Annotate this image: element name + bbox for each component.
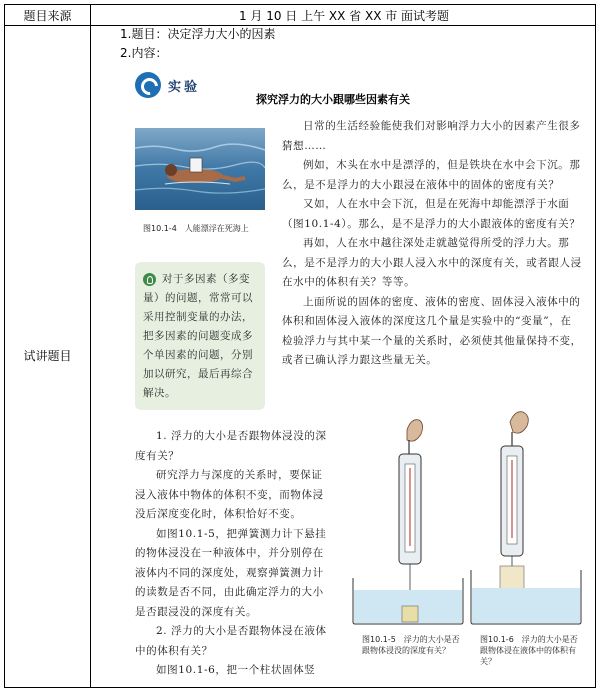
figure-4-caption: 图10.1-4 人能漂浮在死海上 <box>143 224 249 233</box>
paragraph: 又如，人在水中会下沉，但是在死海中却能漂浮于水面（图10.1-4）。那么，是不是浮力的大小跟液体的密度有关？ <box>282 198 581 230</box>
paragraph: 上面所说的固体的密度、液体的密度、固体浸入液体中的体积和固体浸入液体的深度这几个量是实验中的“变量”，在检验浮力与其中某一个量的关系时，必须使其他量保持不变，或者已确认浮力跟这些量无关。 <box>282 295 582 366</box>
paragraph: 研究浮力与深度的关系时，要保证浸入液体中物体的体积不变，而物体浸没后深度变化时，体积恰好不变。 <box>135 469 324 520</box>
figure-6-apparatus <box>471 412 581 624</box>
figure-5-caption: 图10.1-5 浮力的大小是否跟物体浸没的深度有关？ <box>362 635 460 655</box>
header-row <box>5 5 595 26</box>
paragraph: 例如，木头在水中是漂浮的，但是铁块在水中会下沉。那么，是不是浮力的大小跟浸在液体中的固体的密度有关？ <box>282 159 581 191</box>
paragraph: 再如，人在水中越往深处走就越觉得所受的浮力大。那么，是不是浮力的大小跟人浸入水中的深度有关，或者跟人浸在水中的体积有关？等等。 <box>282 237 582 288</box>
spring-scale-figures <box>345 410 595 625</box>
experiment-tag: 实验 <box>168 80 201 95</box>
tip-box <box>135 262 265 410</box>
question-heading: 1. 浮力的大小是否跟物体浸没的深度有关？ <box>135 430 327 462</box>
question-heading: 2. 浮力的大小是否跟物体浸在液体中的体积有关？ <box>135 625 327 657</box>
source-label: 题目来源 <box>23 9 72 23</box>
paragraph: 日常的生活经验能使我们对影响浮力大小的因素产生很多猜想…… <box>282 120 581 152</box>
source-value: 1 月 10 日 上午 XX 省 XX 市 面试考题 <box>238 9 450 23</box>
column-divider <box>90 5 91 687</box>
figure-5-apparatus <box>353 420 463 624</box>
figure-6-caption: 图10.1-6 浮力的大小是否跟物体浸在液体中的体积有关？ <box>480 635 578 666</box>
paragraph: 如图10.1-5，把弹簧测力计下悬挂的物体浸没在一种液体中，并分别停在液体内不同的深度处，观察弹簧测力计的读数是否不同，由此确定浮力的大小是否跟浸没的深度有关。 <box>135 527 327 618</box>
leaf-icon <box>143 273 156 286</box>
paragraph: 如图10.1-6，把一个柱状固体竖 <box>156 664 316 676</box>
right-column <box>282 117 582 371</box>
topic-line: 1.题目：决定浮力大小的因素 <box>120 27 276 41</box>
tip-text: 对于多因素（多变量）的问题，常常可以采用控制变量的办法，把多因素的问题变成多个单因素的问题，分别加以研究，最后再综合解决。 <box>143 273 253 399</box>
dead-sea-photo <box>135 128 265 210</box>
topic-row-label: 试讲题目 <box>23 349 72 363</box>
experiment-icon <box>135 72 161 98</box>
content-label: 2.内容： <box>120 46 168 60</box>
left-column <box>135 427 333 681</box>
experiment-title: 探究浮力的大小跟哪些因素有关 <box>256 93 410 106</box>
